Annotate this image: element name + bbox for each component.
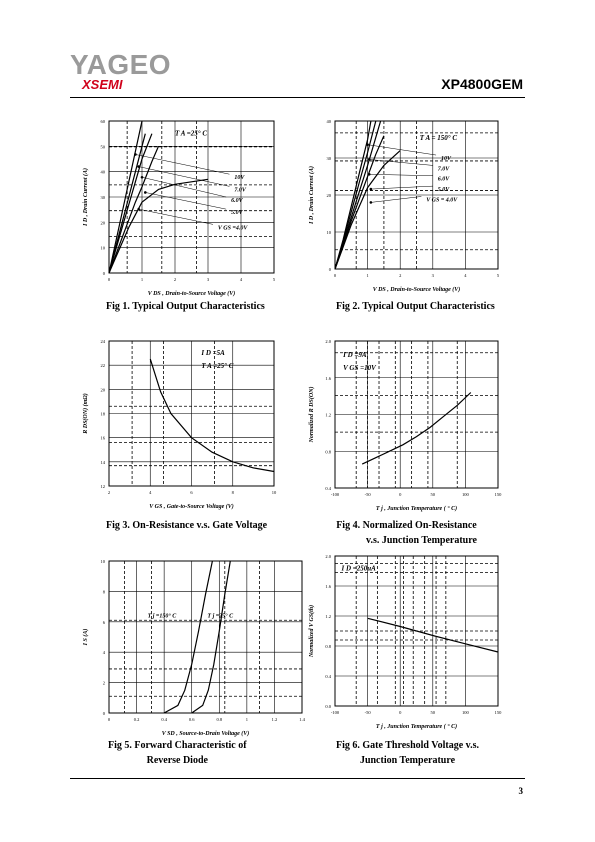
caption-line: Reverse Diode <box>146 755 208 766</box>
curve-label: 5.0V <box>231 210 243 217</box>
pointer-head <box>366 143 369 146</box>
y-tick-label: 10 <box>326 230 331 235</box>
x-tick-label: 0 <box>333 273 337 278</box>
y-tick-label: 40 <box>326 119 331 124</box>
y-tick-label: 18 <box>100 411 105 417</box>
y-axis-label: I D , Drain Current (A) <box>83 167 89 227</box>
x-tick-label: 5 <box>496 273 500 278</box>
caption-fig6 <box>336 738 479 768</box>
x-tick-label: 4 <box>239 277 243 282</box>
y-tick-label: 30 <box>100 195 105 200</box>
x-axis-label: T j , Junction Temperature ( ° C) <box>375 724 458 730</box>
y-tick-label: 0.8 <box>325 449 331 455</box>
plot-frame <box>109 561 302 713</box>
pointer-head <box>134 153 137 156</box>
y-tick-label: 1.2 <box>325 614 331 619</box>
y-tick-label: 12 <box>100 484 105 489</box>
pointer-head <box>370 201 373 204</box>
chart-svg <box>77 115 280 307</box>
caption-line: Fig 4. Normalized On-Resistance <box>336 520 477 531</box>
y-tick-label: 0.4 <box>325 674 331 679</box>
series-line <box>109 146 159 273</box>
x-tick-label: -100 <box>330 492 340 497</box>
plot-area <box>82 119 276 297</box>
y-tick-label: 0.8 <box>325 644 331 649</box>
x-tick-label: 0 <box>107 717 111 722</box>
y-tick-label: 20 <box>100 387 105 393</box>
curve-label: 6.0V <box>231 198 243 205</box>
x-tick-label: 1 <box>245 717 248 722</box>
x-tick-label: 1.4 <box>299 717 305 722</box>
logo-subbrand: XSEMI <box>82 77 123 92</box>
x-tick-label: 6 <box>190 490 193 495</box>
chart-annotation: I D =5A <box>201 349 225 358</box>
plot-area <box>308 554 502 730</box>
caption-line: Junction Temperature <box>359 755 456 766</box>
x-axis-label: V DS , Drain-to-Source Voltage (V) <box>147 291 236 297</box>
curve-label: 6.0V <box>437 176 450 183</box>
series-line <box>150 359 274 471</box>
caption-fig1 <box>106 299 265 314</box>
y-tick-label: 20 <box>326 193 331 198</box>
caption-line: Fig 3. On-Resistance v.s. Gate Voltage <box>106 520 268 531</box>
caption-line: Fig 2. Typical Output Characteristics <box>336 301 495 312</box>
x-axis-label: V DS , Drain-to-Source Voltage (V) <box>372 287 461 293</box>
y-tick-label: 2 <box>102 680 105 686</box>
chart-fig4 <box>303 335 504 527</box>
y-tick-label: 1.6 <box>325 584 331 589</box>
series-line <box>109 179 208 273</box>
x-tick-label: -50 <box>364 492 371 497</box>
header-divider <box>70 97 525 98</box>
y-tick-label: 0.0 <box>325 704 331 709</box>
chart-fig1 <box>77 115 280 312</box>
pointer-head <box>144 191 147 194</box>
chart-annotation: T A =25° C <box>175 129 208 138</box>
x-tick-label: 50 <box>430 710 436 715</box>
chart-annotation: I D =250uA <box>341 564 376 573</box>
y-tick-label: 22 <box>100 363 105 369</box>
y-tick-label: 10 <box>100 559 105 564</box>
label-pointer <box>369 159 433 165</box>
y-tick-label: 14 <box>100 459 105 465</box>
y-tick-label: 4 <box>102 650 105 656</box>
x-axis-label: T j , Junction Temperature ( ° C) <box>375 506 458 512</box>
x-tick-label: 1 <box>140 277 144 282</box>
x-tick-label: 2 <box>173 277 177 282</box>
plot-area <box>308 119 500 293</box>
curve-label: 10V <box>440 156 451 162</box>
caption-line: Fig 1. Typical Output Characteristics <box>106 301 265 312</box>
pointer-head <box>368 158 371 161</box>
caption-line: Fig 6. Gate Threshold Voltage v.s. <box>336 740 479 751</box>
y-tick-label: 20 <box>100 220 105 226</box>
chart-fig3 <box>77 335 280 525</box>
x-tick-label: 3 <box>431 273 434 278</box>
y-tick-label: 30 <box>326 156 331 161</box>
label-pointer <box>145 192 226 209</box>
y-axis-label: Normalized V GS(th) <box>309 604 315 658</box>
pointer-head <box>141 176 144 179</box>
chart-svg <box>303 115 504 303</box>
x-tick-label: 50 <box>430 492 436 497</box>
y-tick-label: 6 <box>102 619 105 625</box>
x-tick-label: 2 <box>107 490 111 495</box>
y-tick-label: 0 <box>102 711 105 716</box>
chart-fig5 <box>77 555 308 752</box>
y-tick-label: 24 <box>100 339 105 344</box>
curve-label: V GS = 4.0V <box>426 197 458 204</box>
footer-divider <box>70 778 525 779</box>
label-pointer <box>142 177 226 197</box>
y-axis-label: R DS(ON) (mΩ) <box>83 393 89 434</box>
curve-label: V GS =4.0V <box>217 225 248 232</box>
curve-label: T j =25° C <box>207 613 234 620</box>
plot-area <box>82 339 277 510</box>
page-number: 3 <box>518 786 523 796</box>
chart-annotation: T A = 150° C <box>419 133 458 142</box>
x-tick-label: 0.6 <box>188 717 195 722</box>
y-tick-label: 0 <box>328 267 331 272</box>
logo-wordmark: YAGEO <box>70 49 172 80</box>
label-pointer <box>371 196 422 202</box>
x-tick-label: 4 <box>149 490 152 495</box>
label-pointer <box>371 186 433 189</box>
caption-fig3 <box>106 518 267 533</box>
part-number: XP4800GEM <box>441 76 523 92</box>
y-tick-label: 8 <box>102 589 105 595</box>
x-tick-label: -50 <box>364 710 371 715</box>
x-tick-label: 0.2 <box>133 717 140 722</box>
y-axis-label: I D , Drain Current (A) <box>309 165 315 225</box>
x-tick-label: 0.4 <box>161 717 167 722</box>
pointer-head <box>137 208 140 211</box>
curve-label: 7.0V <box>234 187 246 194</box>
chart-svg <box>303 335 504 522</box>
y-tick-label: 40 <box>100 169 105 175</box>
x-axis-label: V GS , Gate-to-Source Voltage (V) <box>149 504 234 510</box>
x-tick-label: 5 <box>272 277 276 282</box>
pointer-head <box>370 188 373 191</box>
x-tick-label: 150 <box>494 492 502 497</box>
x-tick-label: 0 <box>107 277 111 282</box>
x-tick-label: -100 <box>330 710 340 715</box>
x-tick-label: 1.2 <box>271 717 278 722</box>
pointer-head <box>137 165 140 168</box>
y-tick-label: 1.6 <box>325 375 331 381</box>
y-tick-label: 2.0 <box>325 339 331 344</box>
chart-svg <box>77 555 308 747</box>
chart-annotation: T A =25° C <box>201 362 234 371</box>
label-pointer <box>135 154 229 174</box>
x-tick-label: 0 <box>399 710 402 715</box>
curve-label: 7.0V <box>437 166 450 173</box>
chart-svg <box>303 550 504 740</box>
caption-fig4 <box>336 518 477 548</box>
y-axis-label: Normalized R DS(ON) <box>309 386 315 443</box>
caption-line: Fig 5. Forward Characteristic of <box>108 740 247 751</box>
yageo-xsemi-logo <box>70 49 172 92</box>
y-tick-label: 16 <box>100 435 105 441</box>
plot-area <box>82 559 306 737</box>
x-tick-label: 10 <box>271 490 277 495</box>
y-tick-label: 1.2 <box>325 412 331 418</box>
caption-line: v.s. Junction Temperature <box>366 535 477 546</box>
label-pointer <box>369 174 433 175</box>
x-tick-label: 3 <box>206 277 210 282</box>
chart-fig6 <box>303 550 504 745</box>
y-tick-label: 60 <box>100 119 105 124</box>
caption-fig2 <box>336 299 495 314</box>
y-tick-label: 0 <box>102 271 105 276</box>
plot-area <box>308 339 502 512</box>
x-tick-label: 8 <box>231 490 234 495</box>
x-tick-label: 150 <box>494 710 502 715</box>
y-tick-label: 50 <box>100 144 105 150</box>
series-line <box>109 134 152 273</box>
pointer-head <box>368 173 371 176</box>
x-tick-label: 0 <box>399 492 402 497</box>
curve-label: 10V <box>234 175 245 182</box>
x-tick-label: 2 <box>399 273 402 278</box>
series-line <box>362 393 471 465</box>
chart-svg <box>77 335 280 520</box>
caption-fig5 <box>108 738 247 768</box>
x-axis-label: V SD , Source-to-Drain Voltage (V) <box>161 731 250 737</box>
x-tick-label: 100 <box>462 710 469 715</box>
x-tick-label: 4 <box>464 273 467 278</box>
curve-label: T j =150° C <box>147 613 177 620</box>
chart-annotation: I D =9A <box>343 350 367 359</box>
x-tick-label: 100 <box>462 492 469 497</box>
chart-annotation: V GS =10V <box>343 363 376 372</box>
y-axis-label: I S (A) <box>83 628 89 646</box>
y-tick-label: 10 <box>100 245 105 251</box>
series-line <box>164 561 212 713</box>
curve-label: 5.0V <box>437 187 450 194</box>
y-tick-label: 0.4 <box>325 486 331 491</box>
x-tick-label: 0.8 <box>216 717 223 722</box>
x-tick-label: 1 <box>366 273 369 278</box>
y-tick-label: 2.0 <box>325 554 331 559</box>
chart-fig2 <box>303 115 504 308</box>
